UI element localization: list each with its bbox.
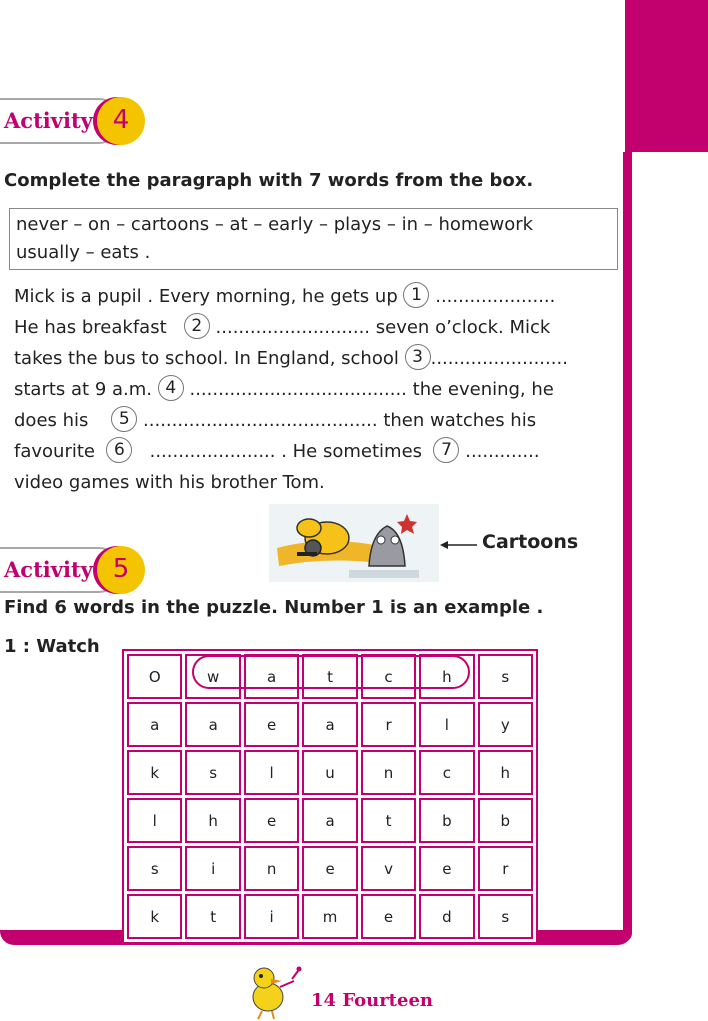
puzzle-cell[interactable]: e	[302, 846, 358, 891]
blank-number: 7	[433, 437, 459, 463]
puzzle-cell[interactable]: O	[127, 654, 182, 699]
cartoon-caption: Cartoons	[482, 531, 579, 553]
activity-4-header	[0, 98, 148, 144]
puzzle-cell[interactable]: y	[478, 702, 533, 747]
puzzle-cell[interactable]: k	[127, 750, 182, 795]
activity-number-badge: 4	[97, 97, 145, 145]
side-tab	[625, 0, 708, 152]
activity-4-instruction: Complete the paragraph with 7 words from the box.	[4, 170, 534, 191]
puzzle-cell[interactable]: u	[302, 750, 358, 795]
activity-5-instruction: Find 6 words in the puzzle. Number 1 is an example .	[4, 597, 544, 618]
example-highlight-circle	[192, 655, 470, 689]
cartoon-picture	[269, 504, 439, 582]
puzzle-row	[127, 750, 533, 795]
puzzle-cell[interactable]: s	[185, 750, 240, 795]
word-search-puzzle	[122, 649, 538, 929]
puzzle-cell[interactable]: n	[244, 846, 299, 891]
puzzle-cell[interactable]: e	[419, 846, 474, 891]
fill-in-paragraph	[14, 281, 624, 498]
puzzle-row	[127, 846, 533, 891]
puzzle-cell[interactable]: s	[478, 894, 533, 939]
blank-number: 1	[403, 282, 429, 308]
puzzle-cell[interactable]: a	[185, 702, 240, 747]
puzzle-cell[interactable]: i	[185, 846, 240, 891]
puzzle-cell[interactable]: n	[361, 750, 416, 795]
pointer-arrow-icon	[439, 538, 479, 552]
puzzle-cell[interactable]: k	[127, 894, 182, 939]
page-number: 14 Fourteen	[311, 990, 433, 1011]
puzzle-cell[interactable]: e	[361, 894, 416, 939]
puzzle-cell[interactable]: e	[244, 798, 299, 843]
blank-number: 5	[111, 406, 137, 432]
puzzle-cell[interactable]: s	[478, 654, 533, 699]
puzzle-cell[interactable]: m	[302, 894, 358, 939]
paragraph-line: takes the bus to school. In England, school 3 ........................	[14, 343, 624, 374]
word-box-line: never – on – cartoons – at – early – plays – in – homework	[16, 214, 534, 235]
chick-mascot-icon	[242, 961, 304, 1021]
word-box	[9, 208, 618, 270]
puzzle-cell[interactable]: h	[419, 654, 474, 699]
blank-number: 6	[106, 437, 132, 463]
activity-5-header	[0, 547, 148, 593]
puzzle-cell[interactable]: i	[244, 894, 299, 939]
puzzle-cell[interactable]: l	[419, 702, 474, 747]
puzzle-cell[interactable]: a	[127, 702, 182, 747]
example-word: 1 : Watch	[4, 636, 100, 657]
puzzle-cell[interactable]: e	[244, 702, 299, 747]
puzzle-cell[interactable]: r	[361, 702, 416, 747]
puzzle-cell[interactable]: t	[361, 798, 416, 843]
blank-number: 4	[158, 375, 184, 401]
paragraph-line: starts at 9 a.m. 4 ...................................... the evening, he	[14, 374, 624, 405]
puzzle-cell[interactable]: s	[127, 846, 182, 891]
puzzle-row	[127, 702, 533, 747]
puzzle-cell[interactable]: l	[244, 750, 299, 795]
paragraph-line: Mick is a pupil . Every morning, he gets up 1 .....................	[14, 281, 624, 312]
puzzle-cell[interactable]: t	[185, 894, 240, 939]
puzzle-cell[interactable]: w	[185, 654, 240, 699]
activity-label: Activity	[0, 547, 120, 593]
paragraph-line: video games with his brother Tom.	[14, 472, 325, 493]
page-frame-right	[623, 152, 632, 942]
puzzle-cell[interactable]: a	[302, 798, 358, 843]
puzzle-cell[interactable]: h	[478, 750, 533, 795]
puzzle-cell[interactable]: h	[185, 798, 240, 843]
puzzle-cell[interactable]: v	[361, 846, 416, 891]
paragraph-line: does his 5 ......................................... then watches his	[14, 405, 624, 436]
activity-number-badge: 5	[97, 546, 145, 594]
puzzle-cell[interactable]: b	[478, 798, 533, 843]
paragraph-line: He has breakfast 2 ........................... seven o’clock. Mick	[14, 312, 624, 343]
puzzle-cell[interactable]: t	[302, 654, 358, 699]
word-box-line: usually – eats .	[16, 242, 151, 263]
puzzle-row	[127, 894, 533, 939]
puzzle-cell[interactable]: a	[244, 654, 299, 699]
paragraph-line: favourite 6 ...................... . He sometimes 7 .............	[14, 436, 624, 467]
puzzle-cell[interactable]: b	[419, 798, 474, 843]
puzzle-cell[interactable]: r	[478, 846, 533, 891]
puzzle-row	[127, 798, 533, 843]
puzzle-cell[interactable]: d	[419, 894, 474, 939]
blank-number: 3	[405, 344, 431, 370]
blank-number: 2	[184, 313, 210, 339]
activity-label: Activity	[0, 98, 120, 144]
puzzle-cell[interactable]: c	[419, 750, 474, 795]
puzzle-cell[interactable]: l	[127, 798, 182, 843]
puzzle-cell[interactable]: a	[302, 702, 358, 747]
puzzle-cell[interactable]: c	[361, 654, 416, 699]
